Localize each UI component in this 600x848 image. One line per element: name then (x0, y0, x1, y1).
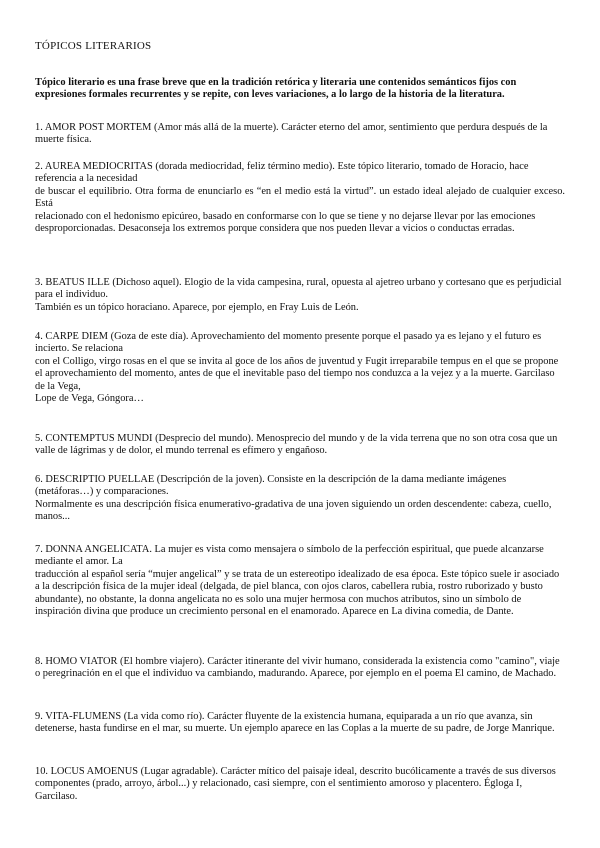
topic-text: relacionado con el hedonismo epicúreo, basado en conformarse con lo que se tiene y no dejarse llevar por las emociones desproporcionadas. Desaconseja los extremos porque considera que nos pueden llevar a vicios o conductas erradas. (35, 210, 536, 235)
topic-text: Normalmente es una descripción física enumerativo-gradativa de una joven siguiendo un orden descendente: cabeza, cuello, manos... (35, 498, 552, 523)
topic-descriptio-puellae (35, 474, 565, 524)
topic-text: 4. CARPE DIEM (Goza de este día). Aprovechamiento del momento presente porque el pasado ya es lejano y el futuro es incierto. Se relaciona (35, 331, 542, 355)
topic-text: 3. BEATUS ILLE (Dichoso aquel). Elogio de la vida campesina, rural, opuesta al ajetreo urbano y cortesano que es perjudicial para el individuo. (35, 277, 562, 301)
topic-contemptus-mundi (35, 433, 565, 458)
topic-text: de buscar el equilibrio. Otra forma de enunciarlo es “en el medio está la virtud”. un estado ideal alejado de cualquier exceso. Está (35, 185, 565, 210)
topic-text: También es un tópico horaciano. Aparece, por ejemplo, en Fray Luis de León. (35, 301, 359, 313)
topic-text: 9. VITA-FLUMENS (La vida como río). Carácter fluyente de la existencia humana, equiparada a un río que avanza, sin detenerse, hasta fundirse en el mar, su muerte. Un ejemplo aparece en las Coplas a la muerte de su padre, de Jorge Manrique. (35, 711, 555, 735)
topic-text: con el Colligo, virgo rosas en el que se invita al goce de los años de juventud y Fugit irreparabile tempus en el que se propone el aprovechamiento del momento, antes de que el inevitable paso del tiempo nos conduzca a la vejez y a la muerte. Garcilaso de la Vega, (35, 355, 559, 392)
topic-text: 8. HOMO VIATOR (El hombre viajero). Carácter itinerante del vivir humano, considerada la existencia como "camino", viaje o peregrinación en el que el individuo va cambiando, madurando. Aparece, por ejemplo en el poema El camino, de Machado. (35, 656, 560, 680)
topic-text: Lope de Vega, Góngora… (35, 393, 144, 405)
topic-beatus-ille (35, 277, 565, 314)
page-title: TÓPICOS LITERARIOS (35, 40, 152, 52)
topic-aurea-mediocritas (35, 161, 565, 235)
topic-text: 6. DESCRIPTIO PUELLAE (Descripción de la joven). Consiste en la descripción de la dama mediante imágenes (metáforas…) y comparaciones. (35, 474, 507, 498)
topic-text: 5. CONTEMPTUS MUNDI (Desprecio del mundo). Menosprecio del mundo y de la vida terrena que no son otra cosa que un valle de lágrimas y de dolor, el mundo terrenal es efímero y engañoso. (35, 433, 558, 457)
topic-vita-flumens (35, 711, 565, 736)
topic-text: 1. AMOR POST MORTEM (Amor más allá de la muerte). Carácter eterno del amor, sentimiento que perdura después de la muerte física. (35, 122, 548, 146)
topic-homo-viator (35, 656, 565, 681)
topic-donna-angelicata (35, 544, 565, 618)
topic-text: 2. AUREA MEDIOCRITAS (dorada mediocridad, feliz término medio). Este tópico literario, tomado de Horacio, hace referencia a la necesidad (35, 161, 529, 185)
topic-carpe-diem (35, 331, 565, 405)
topic-text: 7. DONNA ANGELICATA. La mujer es vista como mensajera o símbolo de la perfección espiritual, que puede alcanzarse mediante el amor. La (35, 544, 544, 568)
intro-paragraph: Tópico literario es una frase breve que en la tradición retórica y literaria une contenidos semánticos fijos con expresiones formales recurrentes y se repite, con leves variaciones, a lo largo de la historia de la literatura. (35, 77, 517, 101)
topic-text: 10. LOCUS AMOENUS (Lugar agradable). Carácter mítico del paisaje ideal, descrito bucólicamente a través de sus diversos componentes (prado, arroyo, árbol...) y relacionado, casi siempre, con el sentimiento amoroso y placentero. Égloga I, Garcilaso. (35, 766, 556, 802)
topic-text: traducción al español sería “mujer angelical” y se trata de un estereotipo idealizado de esa época. Este tópico suele ir asociado a la descripción física de la mujer ideal (delgada, de piel blanca, con ojos claros, cabellera rubia, rostro ruborizado y busto abundante), no obstante, la donna angelicata no es solo una mujer hermosa con muchos atributos, sino un símbolo de inspiración divina que produce un crecimiento personal en el enamorado. Aparece en La divina comedia, de Dante. (35, 568, 560, 618)
topic-amor-post-mortem (35, 122, 565, 147)
topic-locus-amoenus (35, 766, 565, 803)
